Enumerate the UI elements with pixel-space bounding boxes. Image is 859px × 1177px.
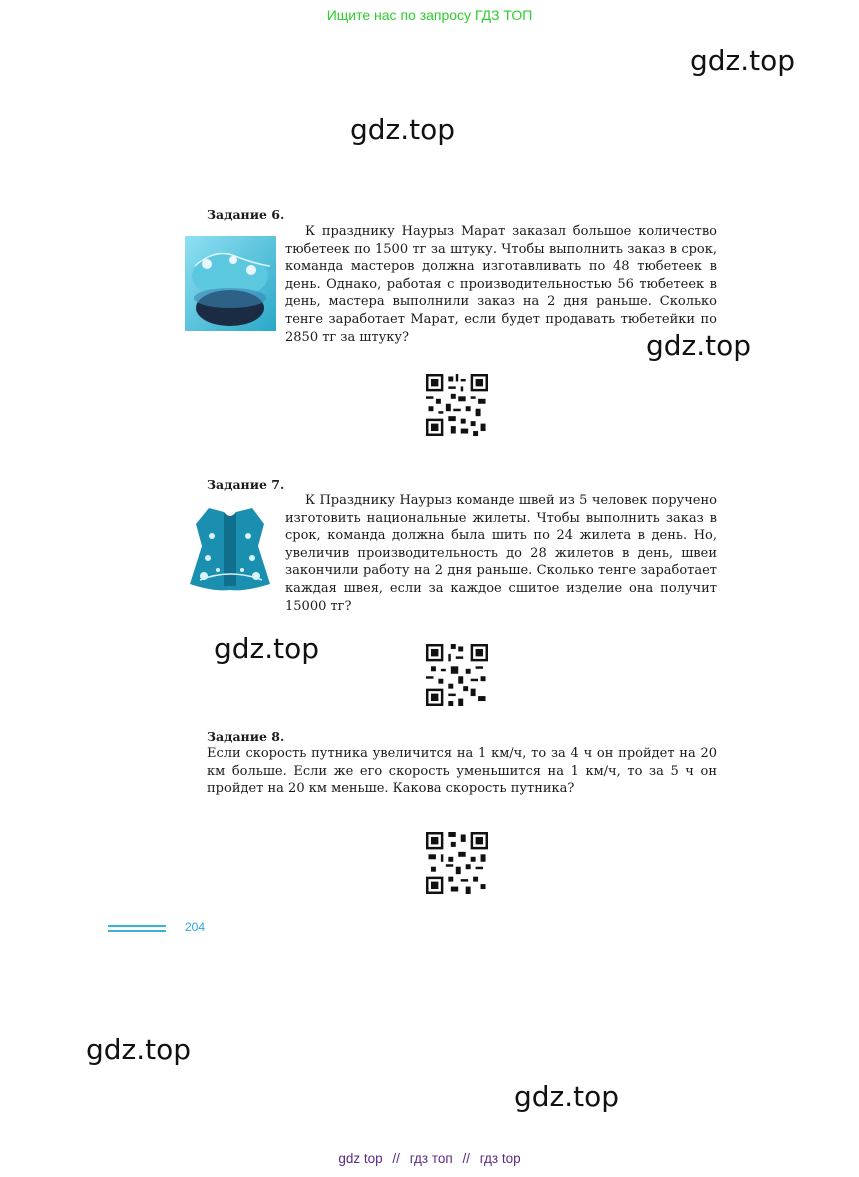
task-8-title: Задание 8. — [207, 729, 285, 744]
footer-link[interactable]: гдз top — [479, 1151, 521, 1166]
bottom-links — [0, 1151, 859, 1166]
search-banner: Ищите нас по запросу ГДЗ ТОП — [326, 7, 533, 23]
task-8-text-content: Если скорость путника увеличится на 1 км/ч, то за 4 ч он пройдет на 20 км больше. Если же его скорость уменьшится на 1 км/ч, то за 5 ч он пройдет на 20 км меньше. Какова скорость путника? — [207, 746, 717, 797]
watermark: gdz.top — [646, 329, 752, 362]
footer-link[interactable]: гдз топ — [409, 1151, 453, 1166]
page-number: 204 — [185, 920, 206, 934]
watermark: gdz.top — [86, 1033, 192, 1066]
watermark: gdz.top — [214, 632, 320, 665]
tubeteika-image — [185, 236, 276, 331]
page-footer-rule — [108, 925, 166, 935]
task-7-text: К Празднику Наурыз команде швей из 5 человек поручено изготовить национальные жилеты. Чтобы выполнить заказ в срок, команда должна была шить по 24 жилета в день. Но, увеличив производительность до 28 жилетов в день, швеи закончили работу на 2 дня раньше. Сколько тенге заработает каждая швея, если за каждое сшитое изделие она получит 15000 тг? — [285, 493, 717, 614]
vest-image — [184, 506, 277, 592]
footer-separator: // — [392, 1151, 400, 1166]
watermark: gdz.top — [350, 113, 456, 146]
task-6-text: К празднику Наурыз Марат заказал большое количество тюбетеек по 1500 тг за штуку. Чтобы выполнить заказ в срок, команда мастеров должна изготавливать по 48 тюбетеек в день. Однако, работая с производительностью 56 тюбетеек в день, мастера выполнили заказ на 2 дня раньше. Сколько тенге заработает Марат, если будет продавать тюбетейки по 2850 тг за штуку? — [285, 224, 717, 345]
task-6-title: Задание 6. — [207, 207, 285, 222]
task-7-title: Задание 7. — [207, 477, 285, 492]
footer-separator: // — [462, 1151, 470, 1166]
qr-code-icon[interactable] — [426, 832, 488, 894]
watermark: gdz.top — [514, 1080, 620, 1113]
qr-code-icon[interactable] — [426, 374, 488, 436]
qr-code-icon[interactable] — [426, 644, 488, 706]
task-8-text — [207, 745, 717, 798]
watermark: gdz.top — [690, 44, 796, 77]
footer-link[interactable]: gdz top — [338, 1151, 383, 1166]
